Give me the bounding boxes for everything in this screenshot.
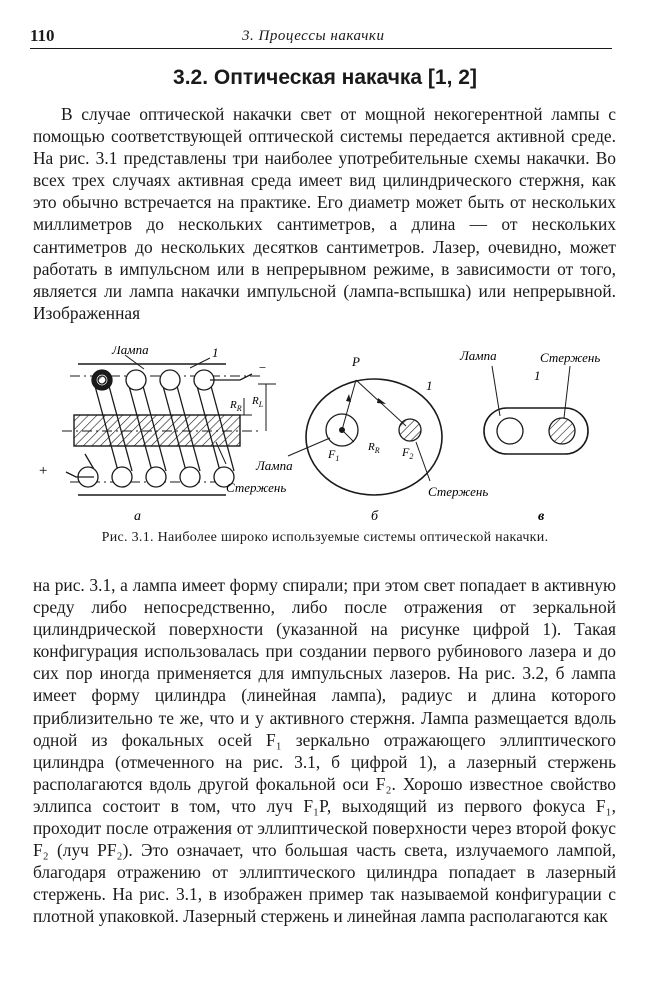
rod-b-leader — [416, 442, 430, 481]
label-letter-a: а — [134, 509, 141, 524]
label-1-b: 1 — [426, 378, 433, 393]
arrow-p-f2 — [377, 398, 386, 404]
label-rr-b: $R_R$ — [368, 441, 380, 455]
scheme-b — [255, 354, 488, 524]
lamp-a-leader — [125, 355, 144, 369]
label-lamp-c: Лампа — [460, 348, 497, 363]
pumping-schemes-diagram — [30, 346, 620, 526]
arrow-f1-p — [346, 394, 351, 402]
page-number: 110 — [30, 26, 55, 45]
label-p: P — [352, 354, 360, 369]
paragraph-intro: В случае оптической накачки свет от мощной некогерентной лампы с помощью соответствующей оптической системы передается активной среде. На рис. 3.1 представлены три наиболее употребительные схемы накачки. Во всех трех случаях активная среда имеет вид цилиндрического стержня, как это обычно встречается на практике. Его диаметр может быть от нескольких миллиметров до нескольких сантиметров, а длина — от нескольких сантиметров до нескольких десятков сантиметров. Лазер, очевидно, может работать в импульсном или в непрерывном режиме, в зависимости от того, является ли лампа накачки импульсной (лампа-вспышка) или непрерывной. Изображенная — [33, 104, 616, 323]
helix-bottom-sections — [78, 467, 234, 487]
lead-plus — [210, 374, 252, 380]
lamp-c-leader — [492, 366, 500, 416]
label-lamp-b: Лампа — [256, 458, 293, 473]
rod-c-leader — [564, 366, 570, 418]
label-f1: $F_1$ — [328, 447, 340, 463]
label-rod-a: Стержень — [226, 480, 287, 495]
scheme-a — [38, 346, 286, 524]
label-lamp-a: Лампа — [112, 346, 149, 357]
label-f2: $F_2$ — [402, 445, 414, 461]
label-letter-b: б — [371, 509, 379, 524]
figure-3-1 — [30, 346, 620, 526]
label-1-a-leader — [190, 358, 210, 368]
helix-top-sections — [92, 370, 214, 390]
lamp-c — [497, 418, 523, 444]
label-letter-c: в — [538, 509, 545, 524]
label-rr-a: $R_R$ — [230, 399, 242, 413]
label-rod-b: Стержень — [428, 484, 489, 499]
label-plus: + — [38, 463, 49, 479]
running-title: 3. Процессы накачки — [242, 28, 385, 44]
laser-rod-a — [74, 415, 240, 446]
page-header — [30, 24, 612, 49]
paragraph-discussion: на рис. 3.1, а лампа имеет форму спирали; при этом свет попадает в активную среду либо непосредственно, либо после отражения от зеркальной цилиндрической поверхности (указанной на рисунке цифрой 1). Такая конфигурация использовалась при создании первого рубинового лазера и до сих пор иногда применяется для импульсных лазеров. На рис. 3.2, б лампа имеет форму цилиндра (линейная лампа), радиус и длина которого приблизительно те же, что и у активного стержня. Лампа размещается вдоль одной из фокальных осей F₁ зеркально отражающего эллиптического цилиндра (отмеченного на рис. 3.1, б цифрой 1), а лазерный стержень располагаются вдоль другой фокальной оси F₂. Хорошо известное свойство эллипса состоит в том, что луч F₁P, выходящий из первого фокуса F₁, проходит после отражения от эллиптической поверхности через второй фокус F₂ (луч PF₂). Это означает, что большая часть света, излучаемого лампой, благодаря отражению от эллиптического цилиндра попадает в лазерный стержень. На рис. 3.1, в изображен пример так называемой конфигурации с плотной упаковкой. Лазерный стержень и линейная лампа располагаются как — [33, 575, 616, 927]
label-rl-a: $R_L$ — [252, 395, 264, 409]
label-rod-c: Стержень — [540, 350, 601, 365]
figure-caption: Рис. 3.1. Наиболее широко используемые системы оптической накачки. — [101, 530, 549, 545]
label-1-a: 1 — [212, 346, 219, 360]
label-minus: − — [258, 360, 267, 375]
label-1-c: 1 — [534, 368, 541, 383]
rod-c — [549, 418, 575, 444]
section-title: 3.2. Оптическая накачка [1, 2] — [173, 66, 477, 89]
